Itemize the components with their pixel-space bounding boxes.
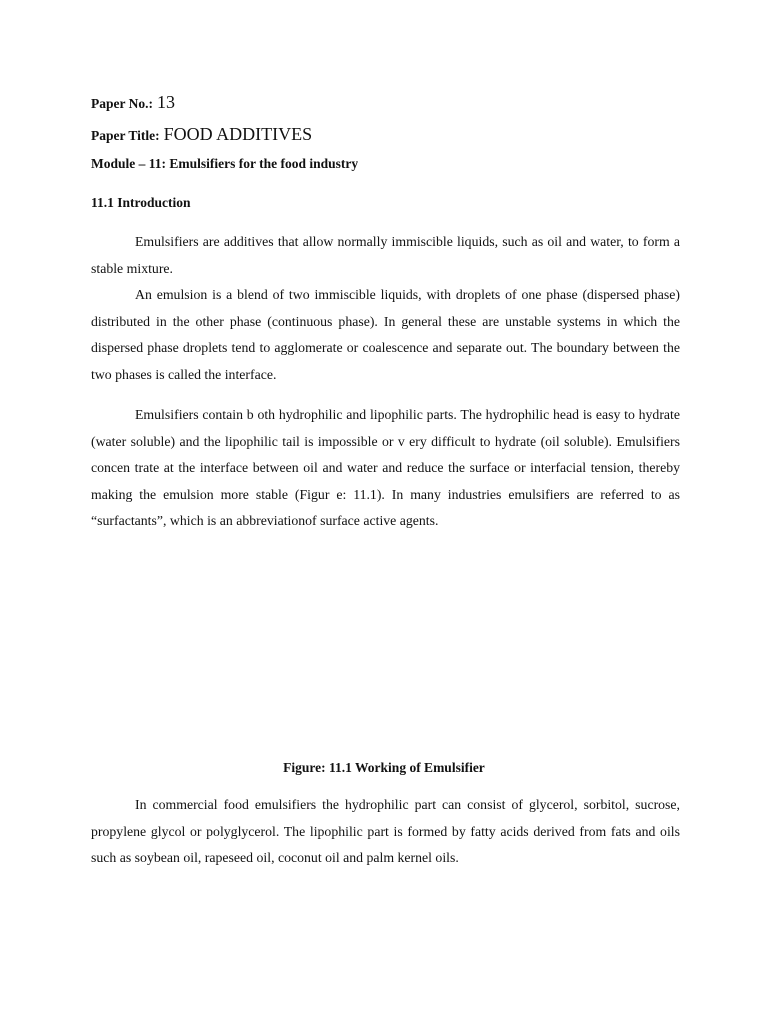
- paragraph-4-block: [91, 792, 680, 872]
- paper-title-label: Paper Title:: [91, 128, 160, 143]
- paper-title-value: FOOD ADDITIVES: [163, 124, 313, 144]
- paper-number-value: 13: [157, 92, 175, 112]
- figure-placeholder: [91, 540, 680, 750]
- intro-paragraphs: [91, 229, 680, 389]
- paragraph-2: An emulsion is a blend of two immiscible liquids, with droplets of one phase (dispersed phase) distributed in the other phase (continuous phase). In general these are unstable systems in which the dispersed phase droplets tend to agglomerate or coalescence and separate out. The boundary between the two phases is called the interface.: [91, 287, 680, 382]
- paragraph-4: In commercial food emulsifiers the hydrophilic part can consist of glycerol, sorbitol, sucrose, propylene glycol or polyglycerol. The lipophilic part is formed by fatty acids derived from fats and oils such as soybean oil, rapeseed oil, coconut oil and palm kernel oils.: [91, 797, 680, 866]
- section-heading: 11.1 Introduction: [91, 195, 191, 210]
- paper-number-line: [91, 92, 175, 113]
- figure-caption: Figure: 11.1 Working of Emulsifier: [283, 760, 485, 775]
- module-title: Module – 11: Emulsifiers for the food industry: [91, 156, 359, 171]
- paragraph-3: Emulsifiers contain b oth hydrophilic and lipophilic parts. The hydrophilic head is easy to hydrate (water soluble) and the lipophilic tail is impossible or v ery difficult to hydrate (oil soluble). Emulsifiers concen trate at the interface between oil and water and reduce the surface or interfacial tension, thereby making the emulsion more stable (Figur e: 11.1). In many industries emulsifiers are referred to as “surfactants”, which is an abbreviationof surface active agents.: [91, 407, 680, 529]
- paper-title-line: [91, 124, 312, 145]
- paragraph-1: Emulsifiers are additives that allow normally immiscible liquids, such as oil and water, to form a stable mixture.: [91, 234, 680, 276]
- paragraph-3-block: [91, 402, 680, 535]
- paper-number-label: Paper No.:: [91, 96, 153, 111]
